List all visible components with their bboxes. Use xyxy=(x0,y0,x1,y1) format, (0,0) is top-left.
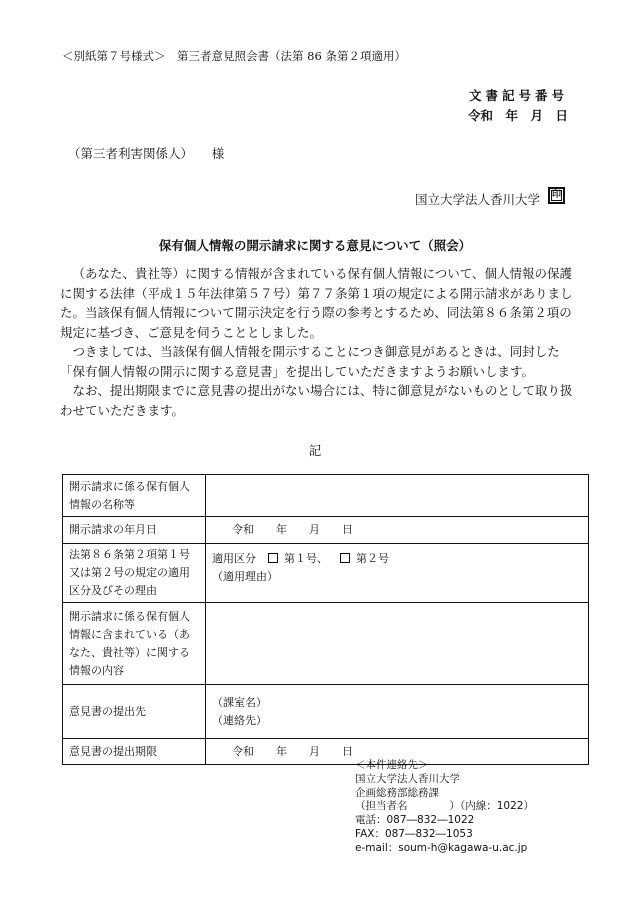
table-row xyxy=(63,475,589,517)
applicable-category-field xyxy=(206,544,589,603)
form-number-note: ＜別紙第７号様式＞ 第三者意見照会書（法第 86 条第２項適用） xyxy=(62,49,406,63)
document-number-label: 文書記号番号 xyxy=(468,88,568,103)
row-label-applicable-category: 法第８６条第２項第１号又は第２号の規定の適用区分及びその理由 xyxy=(63,544,206,603)
request-date-field[interactable]: 令和 年 月 日 xyxy=(206,517,589,544)
info-content-field[interactable] xyxy=(206,603,589,685)
category-label: 適用区分 xyxy=(212,552,256,565)
table-row xyxy=(63,517,589,544)
contact-label: （連絡先） xyxy=(212,713,267,727)
contact-org: 国立大学法人香川大学 xyxy=(355,772,460,785)
option2-label: 第２号 xyxy=(356,552,389,565)
option1-checkbox[interactable] xyxy=(268,553,278,563)
contact-tel: 電話：087―832―1022 xyxy=(355,814,475,827)
official-seal-icon: 印 xyxy=(548,187,565,204)
contact-email[interactable]: e-mail：soum-h@kagawa-u.ac.jp xyxy=(355,841,528,854)
body-paragraph-1: （あなた、貴社等）に関する情報が含まれている保有個人情報について、個人情報の保護に関する法律（平成１５年法律第５７号）第７７条第１項の規定による開示請求がありました。当該保有個人情報について開示決定を行う際の参考とするため、同法第８６条第２項の規定に基づき、ご意見を伺うこととしました。 xyxy=(60,266,573,340)
request-details-table xyxy=(62,474,589,765)
reason-label: （適用理由） xyxy=(212,570,278,583)
row-label-submission-destination: 意見書の提出先 xyxy=(63,685,206,739)
contact-block xyxy=(355,759,534,856)
submission-deadline-field[interactable]: 令和 年 月 日 xyxy=(206,739,589,765)
option1-label: 第１号、 xyxy=(284,552,328,565)
section-name-label: （課室名） xyxy=(212,695,267,709)
ki-heading: 記 xyxy=(308,443,322,458)
table-row xyxy=(63,603,589,685)
contact-heading: ＜本件連絡先＞ xyxy=(355,759,429,771)
contact-person: （担当者名 ）（内線：1022） xyxy=(355,800,534,813)
document-title: 保有個人情報の開示請求に関する意見について（照会） xyxy=(158,238,472,253)
row-label-request-date: 開示請求の年月日 xyxy=(63,517,206,544)
row-label-info-content: 開示請求に係る保有個人情報に含まれている（あなた、貴社等）に関する情報の内容 xyxy=(63,603,206,685)
row-label-submission-deadline: 意見書の提出期限 xyxy=(63,739,206,765)
body-paragraph-2: つきましては、当該保有個人情報を開示することにつき御意見があるときは、同封した「保有個人情報の開示に関する意見書」を提出していただきますようお願いします。 xyxy=(60,344,560,379)
document-date: 令和 年 月 日 xyxy=(467,108,568,123)
contact-fax: FAX：087―832―1053 xyxy=(355,827,473,840)
info-name-field[interactable] xyxy=(206,475,589,517)
table-row xyxy=(63,685,589,739)
row-label-info-name: 開示請求に係る保有個人情報の名称等 xyxy=(63,475,206,517)
submission-destination-field[interactable] xyxy=(206,685,589,739)
contact-dept: 企画総務部総務課 xyxy=(355,786,439,799)
sender-name: 国立大学法人香川大学 xyxy=(414,192,540,207)
option2-checkbox[interactable] xyxy=(340,553,350,563)
body-paragraph-3: なお、提出期限までに意見書の提出がない場合には、特に御意見がないものとして取り扱わせていただきます。 xyxy=(60,383,573,418)
addressee: （第三者利害関係人） 様 xyxy=(68,146,225,161)
table-row xyxy=(63,544,589,603)
body-text xyxy=(60,264,580,420)
